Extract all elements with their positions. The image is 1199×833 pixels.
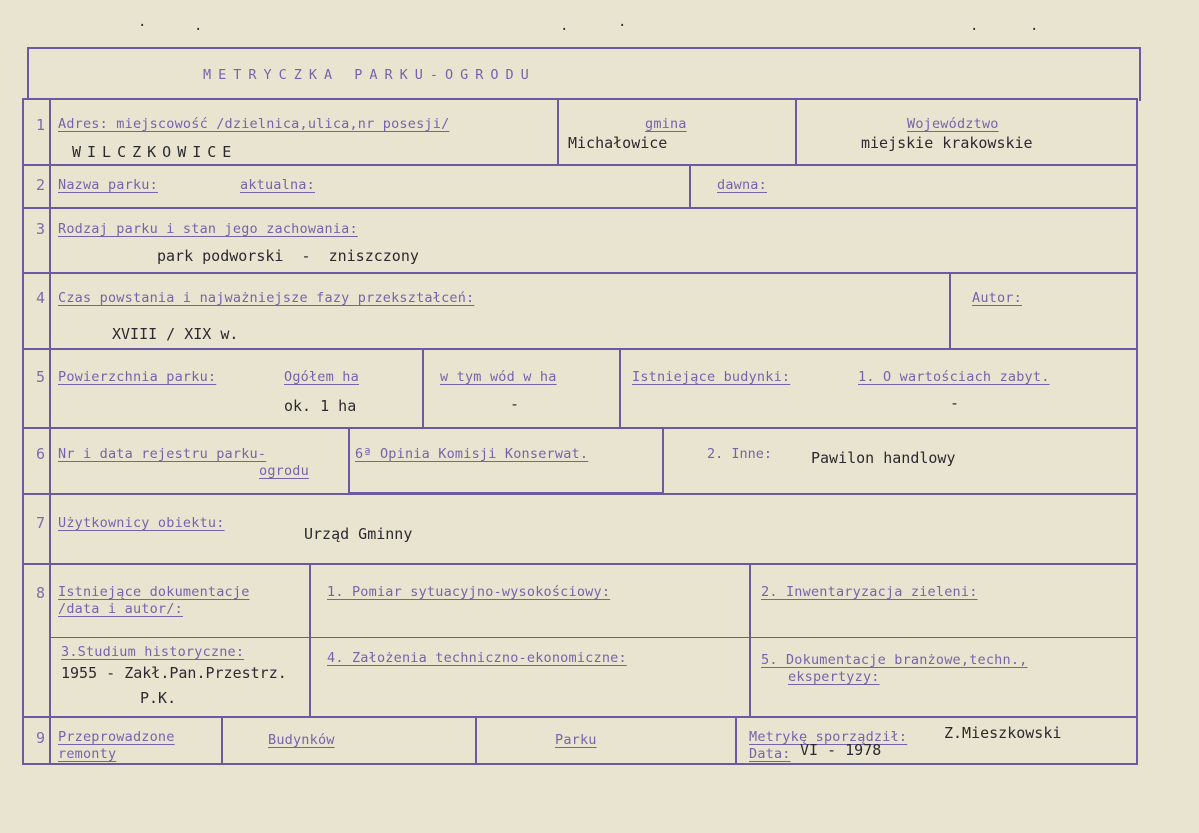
divider xyxy=(795,98,797,165)
border-left xyxy=(22,98,24,764)
border-right xyxy=(1136,98,1138,764)
row-separator xyxy=(22,207,1138,209)
divider xyxy=(49,637,1138,638)
date-label: Data: xyxy=(749,746,791,762)
border-top xyxy=(27,47,1141,49)
author-label: Autor: xyxy=(972,290,1022,306)
area-total-value: ok. 1 ha xyxy=(284,397,357,415)
renovations-label: Przeprowadzone xyxy=(58,729,175,745)
park-type-label: Rodzaj parku i stan jego zachowania: xyxy=(58,221,358,237)
voivodeship-label: Województwo xyxy=(907,116,999,132)
prepared-by-value: Z.Mieszkowski xyxy=(944,724,1062,742)
card-title: METRYCZKA PARKU-OGRODU xyxy=(203,67,536,83)
row-separator xyxy=(22,98,1138,100)
border-bottom xyxy=(22,763,1138,765)
address-label: Adres: miejscowość /dzielnica,ulica,nr posesji/ xyxy=(58,116,450,132)
number-column-line xyxy=(49,98,51,764)
former-name-label: dawna: xyxy=(717,177,767,193)
row-number: 9 xyxy=(36,729,46,747)
park-name-label: Nazwa parku: xyxy=(58,177,158,193)
water-area-value: - xyxy=(510,395,520,413)
documentation-label: Istniejące dokumentacje xyxy=(58,584,250,600)
area-label: Powierzchnia parku: xyxy=(58,369,217,385)
row-number: 7 xyxy=(36,514,46,532)
divider xyxy=(348,427,350,494)
historical-study-value: 1955 - Zakł.Pan.Przestrz. xyxy=(61,664,287,682)
other-buildings-value: Pawilon handlowy xyxy=(811,449,956,467)
row-separator xyxy=(22,348,1138,350)
branch-docs-label-cont: ekspertyzy: xyxy=(788,669,880,685)
register-label-cont: ogrodu xyxy=(259,463,309,479)
divider xyxy=(348,492,664,494)
gmina-label: gmina xyxy=(645,116,687,132)
speck: · xyxy=(1030,22,1039,38)
divider xyxy=(422,348,424,428)
divider xyxy=(949,272,951,349)
row-number: 5 xyxy=(36,368,46,386)
date-value: VI - 1978 xyxy=(800,741,882,759)
row-separator xyxy=(22,164,1138,166)
divider xyxy=(475,716,477,764)
monument-buildings-value: - xyxy=(950,394,960,412)
row-number: 8 xyxy=(36,584,46,602)
row-number: 2 xyxy=(36,176,46,194)
users-label: Użytkownicy obiektu: xyxy=(58,515,225,531)
historical-study-label: 3.Studium historyczne: xyxy=(61,644,245,660)
row-separator xyxy=(22,427,1138,429)
row-number: 6 xyxy=(36,445,46,463)
water-area-label: w tym wód w ha xyxy=(440,369,557,385)
park-renovation-label: Parku xyxy=(555,732,597,748)
voivodeship-value: miejskie krakowskie xyxy=(861,134,1033,152)
branch-docs-label: 5. Dokumentacje branżowe,techn., xyxy=(761,652,1028,668)
users-value: Urząd Gminny xyxy=(304,525,413,543)
speck: · xyxy=(194,22,203,38)
renovations-label-cont: remonty xyxy=(58,746,117,762)
divider xyxy=(735,716,737,764)
other-buildings-label: 2. Inne: xyxy=(707,446,773,462)
conservator-opinion-label: 6ª Opinia Komisji Konserwat. xyxy=(355,446,589,462)
park-type-value: park podworski - zniszczony xyxy=(157,247,419,265)
origin-phases-label: Czas powstania i najważniejsze fazy przekształceń: xyxy=(58,290,475,306)
speck: · xyxy=(970,22,979,38)
divider xyxy=(662,427,664,494)
row-number: 3 xyxy=(36,220,46,238)
gmina-value: Michałowice xyxy=(568,134,668,152)
border-left-top xyxy=(27,47,29,99)
survey-label: 1. Pomiar sytuacyjno-wysokościowy: xyxy=(327,584,611,600)
divider xyxy=(619,348,621,428)
row-separator xyxy=(22,272,1138,274)
prepared-by-label: Metrykę sporządził: xyxy=(749,729,908,745)
monument-buildings-label: 1. O wartościach zabyt. xyxy=(858,369,1050,385)
historical-study-value-cont: P.K. xyxy=(140,689,177,707)
row-separator xyxy=(22,716,1138,718)
documentation-label-cont: /data i autor/: xyxy=(58,601,183,617)
border-right-top xyxy=(1139,47,1141,101)
row-separator xyxy=(22,563,1138,565)
speck: · xyxy=(560,22,569,38)
speck: · xyxy=(138,18,147,34)
divider xyxy=(689,164,691,208)
address-value: WILCZKOWICE xyxy=(72,143,238,161)
buildings-renovation-label: Budynków xyxy=(268,732,335,748)
tech-econ-assumptions-label: 4. Założenia techniczno-ekonomiczne: xyxy=(327,650,627,666)
divider xyxy=(557,98,559,165)
divider xyxy=(749,563,751,717)
row-number: 1 xyxy=(36,116,46,134)
divider xyxy=(309,563,311,717)
origin-phases-value: XVIII / XIX w. xyxy=(112,325,239,343)
speck: · xyxy=(618,18,627,34)
existing-buildings-label: Istniejące budynki: xyxy=(632,369,791,385)
row-number: 4 xyxy=(36,289,46,307)
area-total-label: Ogółem ha xyxy=(284,369,359,385)
current-name-label: aktualna: xyxy=(240,177,315,193)
divider xyxy=(221,716,223,764)
register-label: Nr i data rejestru parku- xyxy=(58,446,267,462)
greenery-inventory-label: 2. Inwentaryzacja zieleni: xyxy=(761,584,978,600)
